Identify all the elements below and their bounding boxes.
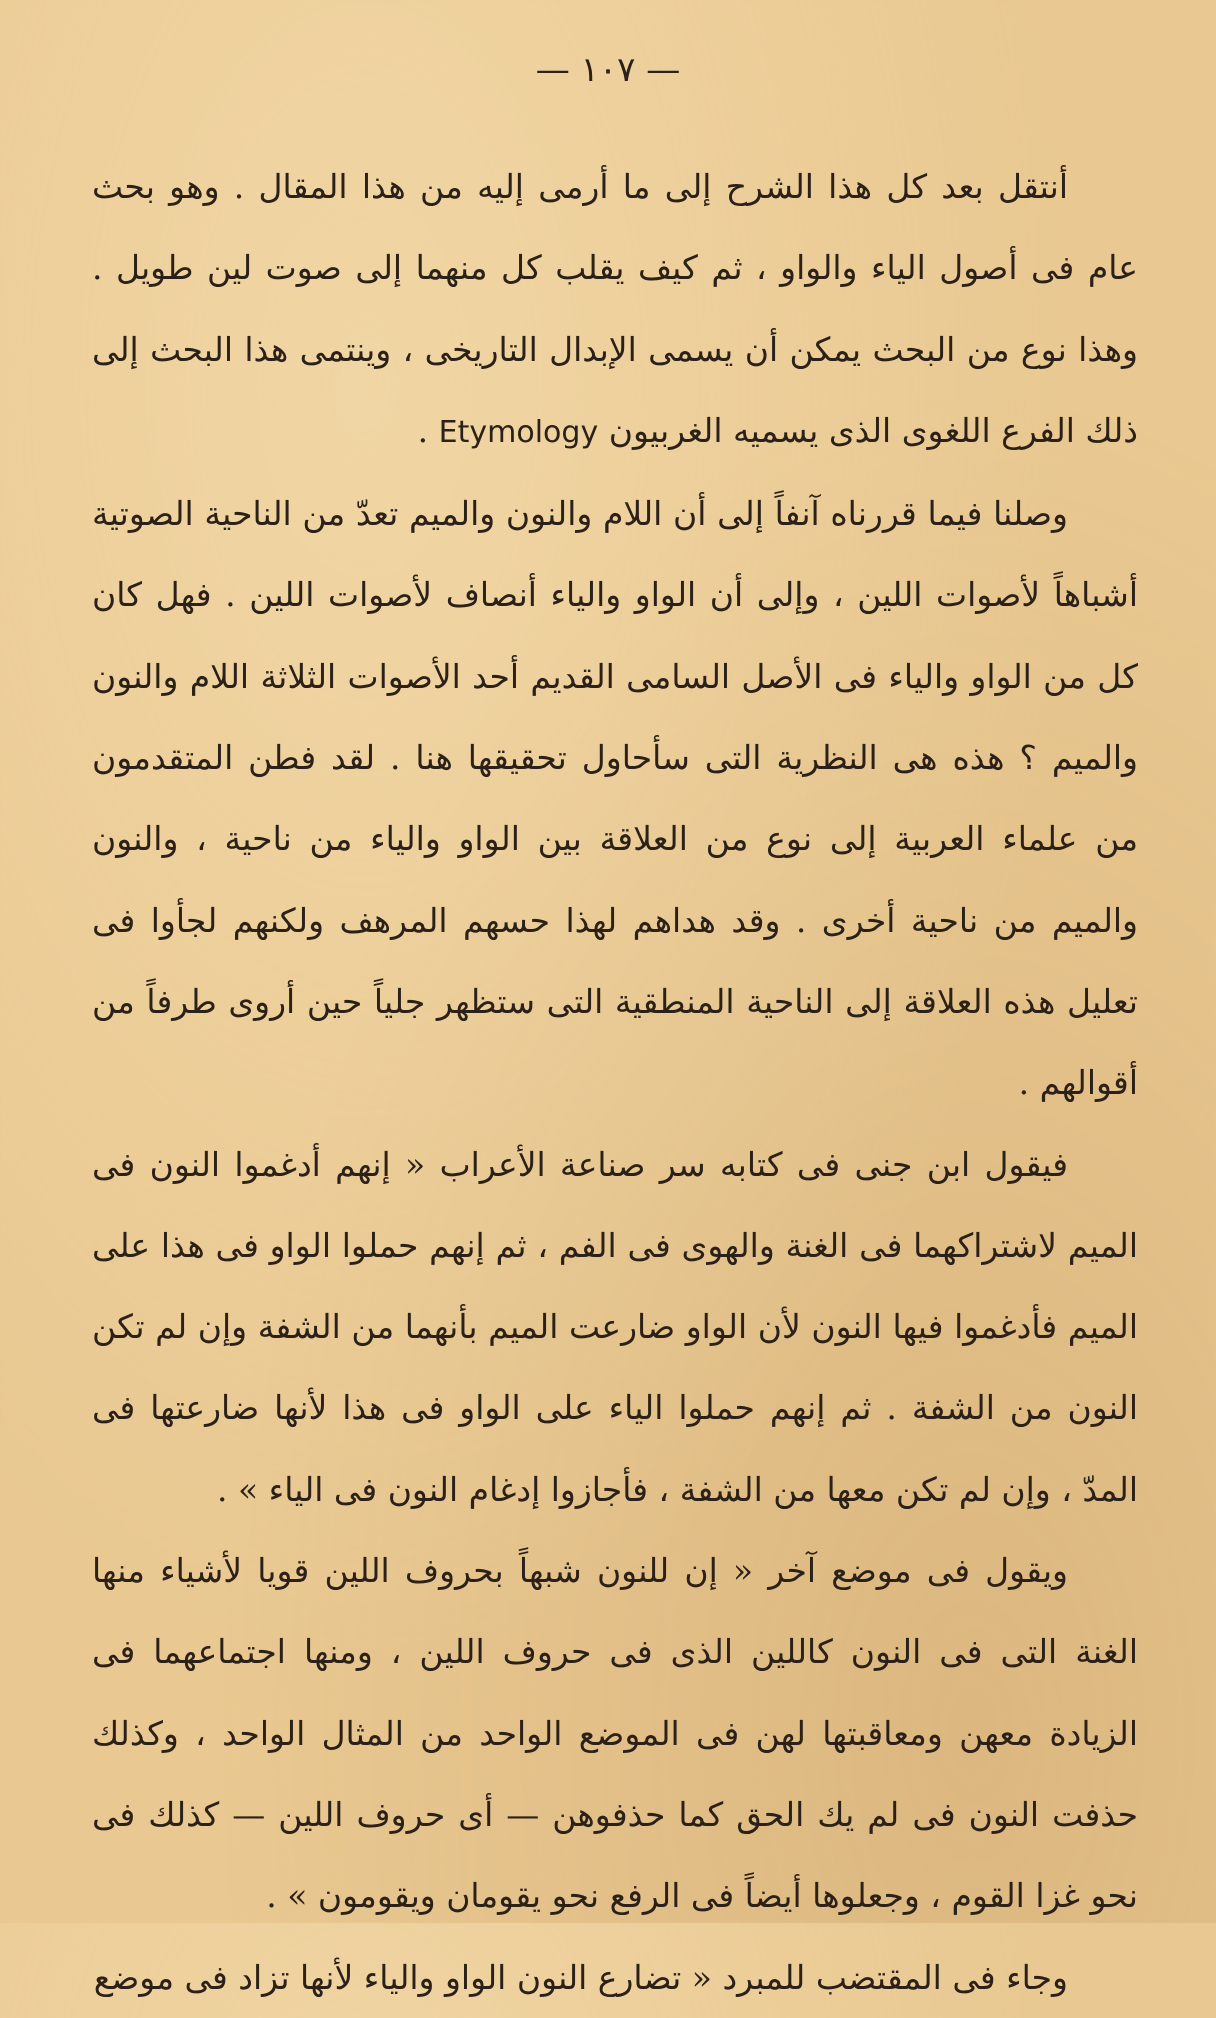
etymology-term: Etymology xyxy=(438,414,599,450)
paragraph-2: وصلنا فيما قررناه آنفاً إلى أن اللام والنون والميم تعدّ من الناحية الصوتية أشباهاً لأصوات اللين ، وإلى أن الواو والياء أنصاف لأصوات اللين . فهل كان كل من الواو والياء فى الأصل السامى القديم أحد الأصوات الثلاثة اللام والنون والميم ؟ هذه هى النظرية التى سأحاول تحقيقها هنا . لقد فطن المتقدمون من علماء العربية إلى نوع من العلاقة بين الواو والياء من ناحية ، والنون والميم من ناحية أخرى . وقد هداهم لهذا حسهم المرهف ولكنهم لجأوا فى تعليل هذه العلاقة إلى الناحية المنطقية التى ستظهر جلياً حين أروى طرفاً من أقوالهم . xyxy=(92,494,1138,1103)
paragraph-1-end: . xyxy=(417,410,429,450)
paragraph-3: فيقول ابن جنى فى كتابه سر صناعة الأعراب « إنهم أدغموا النون فى الميم لاشتراكهما فى الغنة والهوى فى الفم ، ثم إنهم حملوا الواو فى هذا على الميم فأدغموا فيها النون لأن الواو ضارعت الميم بأنهما من الشفة وإن لم تكن النون من الشفة . ثم إنهم حملوا الياء على الواو فى هذا لأنها ضارعتها فى المدّ ، وإن لم تكن معها من الشفة ، فأجازوا إدغام النون فى الياء » . xyxy=(92,1144,1138,1509)
paragraph-4: ويقول فى موضع آخر « إن للنون شبهاً بحروف اللين قويا لأشياء منها الغنة التى فى النون كاللين الذى فى حروف اللين ، ومنها اجتماعهما فى الزيادة معهن ومعاقبتها لهن فى الموضع الواحد من المثال الواحد ، وكذلك حذفت النون فى لم يك الحق كما حذفوهن — أى حروف اللين — كذلك فى نحو غزا القوم ، وجعلوها أيضاً فى الرفع نحو يقومان ويقومون » . xyxy=(92,1551,1139,1916)
page-number: — ١٠٧ — xyxy=(535,50,681,90)
paragraph-1 xyxy=(92,146,1138,473)
paragraph-1-text: أنتقل بعد كل هذا الشرح إلى ما أرمى إليه من هذا المقال . وهو بحث عام فى أصول الياء والواو ، ثم كيف يقلب كل منهما إلى صوت لين طويل . وهذا نوع من البحث يمكن أن يسمى الإبدال التاريخى ، وينتمى هذا البحث إلى ذلك الفرع اللغوى الذى يسميه الغربيون xyxy=(92,167,1138,450)
text-body xyxy=(92,146,1138,2018)
paragraph-5: وجاء فى المقتضب للمبرد « تضارع النون الواو والياء لأنها تزاد فى موضع xyxy=(93,1957,1068,1997)
